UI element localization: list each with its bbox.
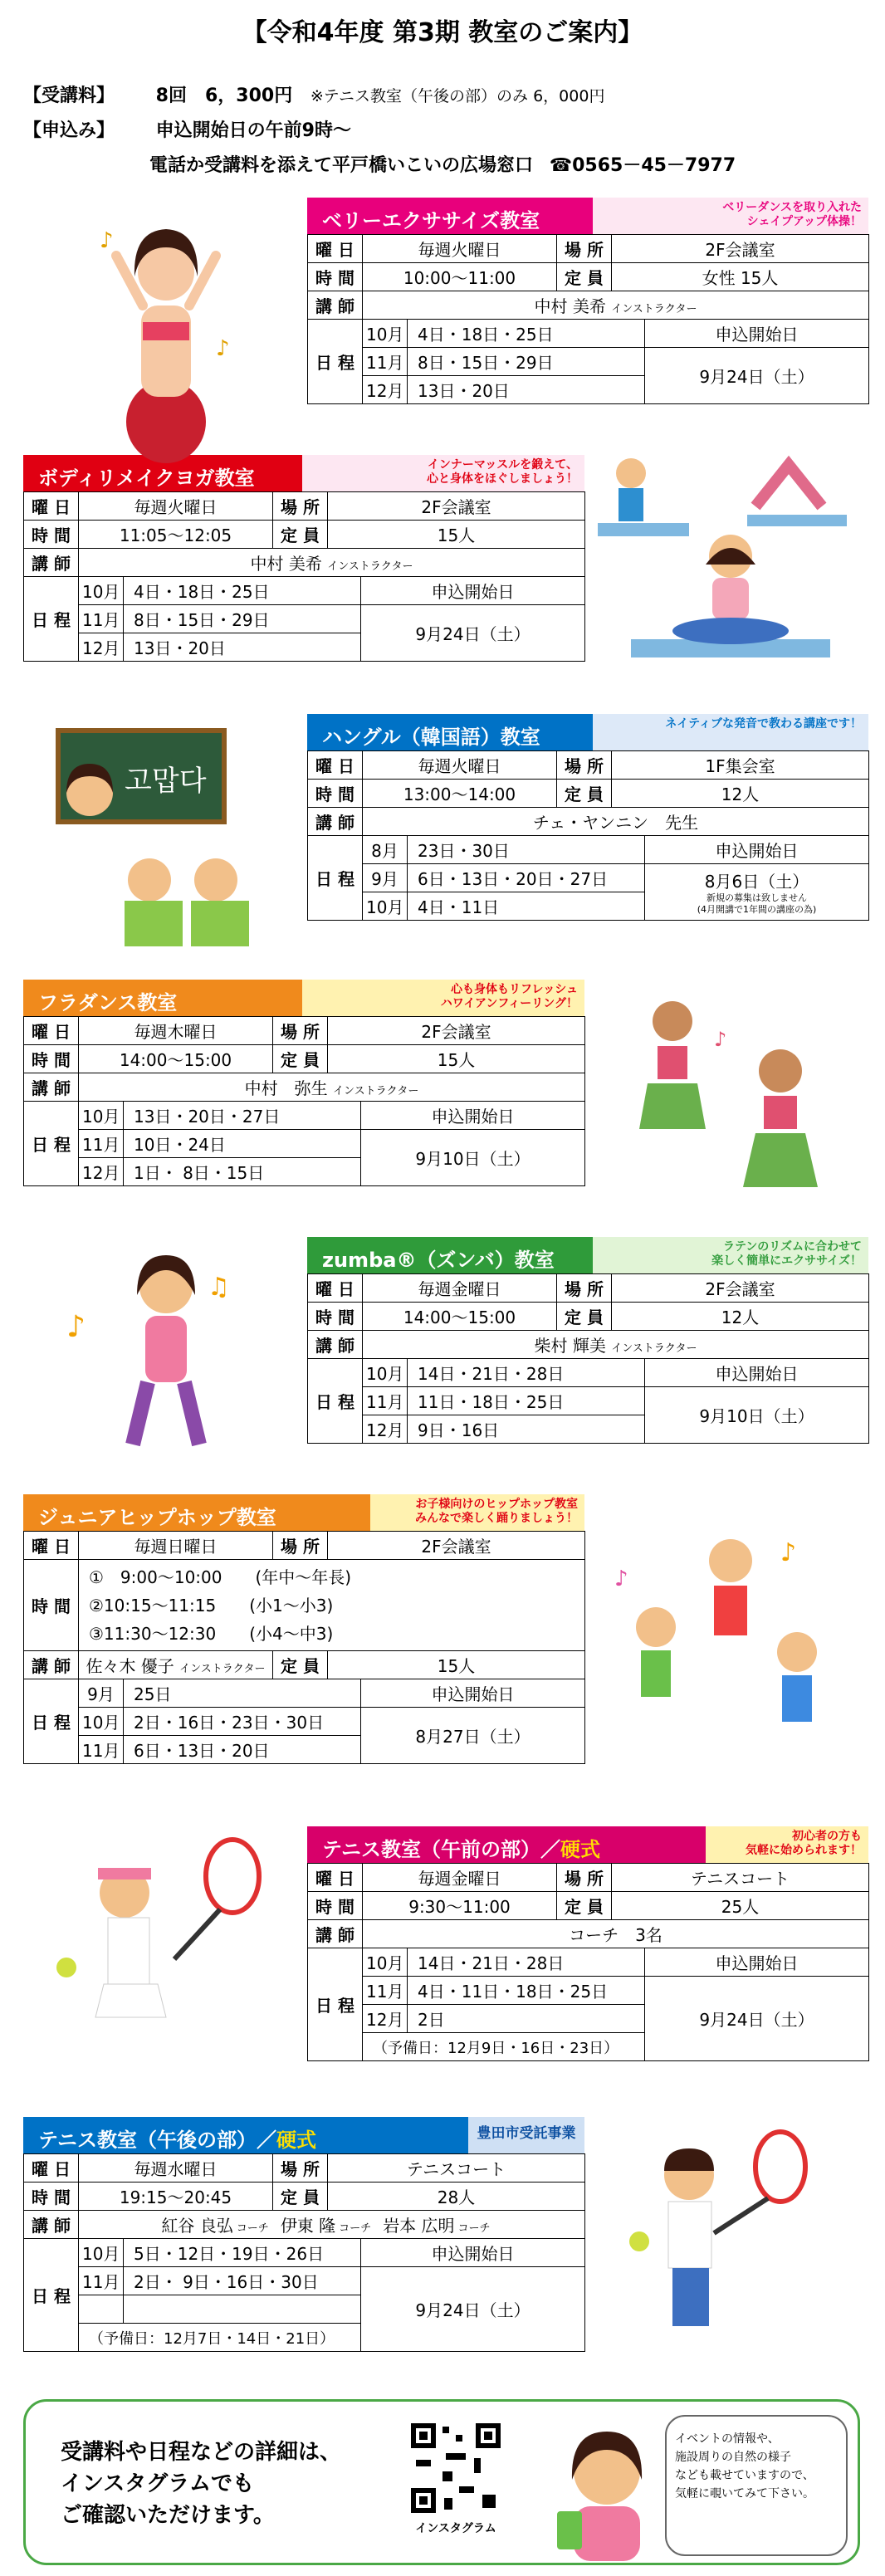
schedule-month: 10月	[79, 1708, 124, 1736]
schedule-days: 6日・13日・20日・27日	[408, 864, 645, 892]
svg-text:♪: ♪	[216, 336, 230, 361]
teacher-label: 講 師	[308, 1920, 363, 1948]
place-value: 2F会議室	[328, 492, 585, 521]
course-name: フラダンス教室	[38, 991, 178, 1014]
teacher-label: 講 師	[24, 2211, 79, 2239]
schedule-days: 13日・20日	[124, 633, 361, 662]
schedule-days	[124, 2295, 361, 2324]
schedule-month: 12月	[79, 1158, 124, 1186]
apply-line2: 電話か受講料を添えて平戸橋いこいの広場窓口	[149, 155, 534, 176]
day-label: 曜 日	[24, 492, 79, 521]
schedule-label: 日 程	[24, 1679, 79, 1764]
time-label: 時 間	[308, 263, 363, 291]
start-label: 申込開始日	[361, 1679, 585, 1708]
time-label: 時 間	[24, 2183, 79, 2211]
schedule-days: 13日・20日・27日	[124, 1102, 361, 1130]
schedule-month: 10月	[363, 320, 408, 348]
start-value: 9月24日（土）	[361, 2267, 585, 2352]
chalkboard-text: 고맙다	[125, 765, 207, 798]
apply-row	[23, 116, 351, 142]
schedule-month: 10月	[363, 1948, 408, 1977]
apply-row2	[149, 151, 736, 177]
speech-bubble: イベントの情報や、 施設周りの自然の様子 なども載せていますので、 気軽に覗いてみて下さい。	[665, 2415, 848, 2556]
course-name-suffix: 硬式	[560, 1838, 601, 1861]
course-note: ベリーダンスを取り入れた シェイプアップ体操！	[593, 198, 868, 234]
teacher-label: 講 師	[308, 1331, 363, 1359]
schedule-month: 11月	[79, 605, 124, 633]
instagram-message: 受講料や日程などの詳細は、 インスタグラムでも ご確認いただけます。	[61, 2440, 342, 2528]
svg-text:♪: ♪	[614, 1567, 628, 1591]
schedule-days: 14日・21日・28日	[408, 1359, 645, 1387]
course-banner	[23, 1494, 370, 1531]
time-value: 14:00～15:00	[79, 1045, 273, 1073]
place-label: 場 所	[273, 2154, 328, 2183]
schedule-month: 11月	[363, 1387, 408, 1415]
schedule-month: 11月	[79, 1130, 124, 1158]
start-label: 申込開始日	[645, 1359, 869, 1387]
course-banner	[307, 198, 593, 234]
fee-text: 8回 6，300円	[155, 86, 293, 106]
teacher-label: 講 師	[24, 1651, 79, 1679]
capacity-label: 定 員	[557, 263, 612, 291]
place-label: 場 所	[557, 1864, 612, 1892]
schedule-days: 1日・ 8日・15日	[124, 1158, 361, 1186]
start-value: 9月10日（土）	[645, 1387, 869, 1444]
capacity-value: 28人	[328, 2183, 585, 2211]
place-label: 場 所	[273, 492, 328, 521]
teacher-title: コーチ	[457, 2222, 491, 2235]
day-value: 毎週火曜日	[363, 235, 557, 263]
course-banner	[307, 1826, 706, 1863]
schedule-days: 4日・18日・25日	[408, 320, 645, 348]
schedule-month: 9月	[363, 864, 408, 892]
place-label: 場 所	[273, 1017, 328, 1045]
schedule-days: 2日・16日・23日・30日	[124, 1708, 361, 1736]
schedule-days: 8日・15日・29日	[124, 605, 361, 633]
teacher-value: コーチ 3名	[363, 1920, 869, 1948]
teacher-label: 講 師	[308, 291, 363, 320]
schedule-days: 9日・16日	[408, 1415, 645, 1444]
schedule-days: 11日・18日・25日	[408, 1387, 645, 1415]
place-value: テニスコート	[612, 1864, 869, 1892]
teacher-name: 伊東 隆	[280, 2216, 336, 2236]
course-name: ハングル（韓国語）教室	[322, 726, 540, 749]
course-table	[307, 234, 869, 404]
course-4	[307, 1237, 868, 1440]
start-value: 9月24日（土）	[645, 1977, 869, 2061]
day-value: 毎週金曜日	[363, 1864, 557, 1892]
start-label: 申込開始日	[361, 577, 585, 605]
day-label: 曜 日	[308, 1274, 363, 1303]
course-0	[307, 198, 868, 401]
course-2	[307, 714, 868, 917]
time-slot: ① 9:00～10:00 (年中～年長)	[89, 1567, 352, 1587]
place-value: 2F会議室	[328, 1532, 585, 1560]
course-note: ネイティブな発音で教わる講座です！	[593, 714, 868, 750]
place-label: 場 所	[557, 751, 612, 780]
time-value: 11:05～12:05	[79, 521, 273, 549]
course-table	[23, 2153, 585, 2352]
schedule-label: 日 程	[24, 577, 79, 662]
capacity-label: 定 員	[557, 1303, 612, 1331]
schedule-month: 10月	[79, 2239, 124, 2267]
course-table	[23, 1016, 585, 1186]
apply-label: 【申込み】	[23, 120, 115, 141]
staff-illustration	[540, 2413, 673, 2563]
capacity-label: 定 員	[557, 1892, 612, 1920]
course-name: テニス教室（午前の部）／	[322, 1838, 561, 1861]
time-value: 10:00～11:00	[363, 263, 557, 291]
capacity-label: 定 員	[273, 521, 328, 549]
day-label: 曜 日	[308, 751, 363, 780]
place-value: 2F会議室	[612, 1274, 869, 1303]
schedule-days: 6日・13日・20日	[124, 1736, 361, 1764]
schedule-month: 12月	[79, 633, 124, 662]
place-value: テニスコート	[328, 2154, 585, 2183]
course-table	[307, 1273, 869, 1444]
schedule-month: 9月	[79, 1679, 124, 1708]
teacher-value: 佐々木 優子 インストラクター	[79, 1651, 273, 1679]
fee-row	[23, 81, 604, 107]
start-label: 申込開始日	[361, 1102, 585, 1130]
start-label: 申込開始日	[645, 320, 869, 348]
course-name: ジュニアヒップホップ教室	[38, 1506, 276, 1529]
teacher-label: 講 師	[308, 808, 363, 836]
schedule-label: 日 程	[308, 836, 363, 921]
teacher-value: 中村 美希 インストラクター	[363, 291, 869, 320]
place-value: 2F会議室	[328, 1017, 585, 1045]
schedule-days: 5日・12日・19日・26日	[124, 2239, 361, 2267]
korean-class-illustration	[50, 714, 282, 963]
capacity-value: 15人	[328, 1045, 585, 1073]
day-label: 曜 日	[24, 1532, 79, 1560]
schedule-days: 4日・11日	[408, 892, 645, 921]
course-name: ベリーエクササイズ教室	[322, 209, 540, 232]
reserve-days: （予備日：12月7日・14日・21日）	[79, 2324, 361, 2352]
course-table	[307, 750, 869, 921]
time-value: 13:00～14:00	[363, 780, 557, 808]
teacher-label: 講 師	[24, 549, 79, 577]
course-1	[23, 455, 584, 658]
place-label: 場 所	[557, 235, 612, 263]
svg-text:♪: ♪	[66, 1310, 86, 1344]
schedule-month: 11月	[363, 348, 408, 376]
svg-text:♪: ♪	[100, 228, 114, 253]
day-value: 毎週水曜日	[79, 2154, 273, 2183]
schedule-month	[79, 2295, 124, 2324]
yoga-illustration	[581, 432, 855, 672]
teacher-name: 紅谷 良弘	[161, 2216, 233, 2236]
schedule-month: 12月	[363, 1415, 408, 1444]
schedule-month: 12月	[363, 2005, 408, 2033]
capacity-label: 定 員	[273, 1651, 328, 1679]
time-value: 14:00～15:00	[363, 1303, 557, 1331]
day-value: 毎週木曜日	[79, 1017, 273, 1045]
capacity-label: 定 員	[273, 2183, 328, 2211]
time-value: 9:30～11:00	[363, 1892, 557, 1920]
start-value: 9月24日（土）	[361, 605, 585, 662]
course-table	[23, 1531, 585, 1764]
schedule-days: 8日・15日・29日	[408, 348, 645, 376]
schedule-label: 日 程	[308, 1359, 363, 1444]
time-slots	[79, 1560, 585, 1651]
instagram-info-box	[23, 2399, 860, 2565]
teacher-title: コーチ	[339, 2222, 372, 2235]
start-value: 8月27日（土）	[361, 1708, 585, 1764]
time-label: 時 間	[308, 1892, 363, 1920]
time-slot: ③11:30～12:30 (小4～中3)	[89, 1623, 334, 1644]
schedule-days: 23日・30日	[408, 836, 645, 864]
course-banner	[307, 714, 593, 750]
course-banner	[307, 1237, 593, 1273]
course-name: zumba®（ズンバ）教室	[322, 1249, 555, 1272]
capacity-label: 定 員	[557, 780, 612, 808]
schedule-days: 25日	[124, 1679, 361, 1708]
schedule-days: 2日・ 9日・16日・30日	[124, 2267, 361, 2295]
start-value: 9月24日（土）	[645, 348, 869, 404]
svg-text:♪: ♪	[780, 1538, 797, 1567]
time-value: 19:15～20:45	[79, 2183, 273, 2211]
schedule-days: 14日・21日・28日	[408, 1948, 645, 1977]
day-label: 曜 日	[308, 235, 363, 263]
fee-note: ※テニス教室（午後の部）のみ 6，000円	[310, 87, 605, 105]
time-label: 時 間	[24, 1045, 79, 1073]
tennis-man-illustration	[614, 2125, 830, 2374]
day-value: 毎週日曜日	[79, 1532, 273, 1560]
place-label: 場 所	[273, 1532, 328, 1560]
course-table	[23, 491, 585, 662]
course-banner	[23, 980, 302, 1016]
course-banner	[23, 2117, 468, 2153]
teacher-value: 中村 美希 インストラクター	[79, 549, 585, 577]
course-table	[307, 1863, 869, 2061]
teacher-label: 講 師	[24, 1073, 79, 1102]
schedule-days: 10日・24日	[124, 1130, 361, 1158]
start-value: 9月10日（土）	[361, 1130, 585, 1186]
capacity-value: 女性 15人	[612, 263, 869, 291]
day-label: 曜 日	[24, 1017, 79, 1045]
course-note: ラテンのリズムに合わせて 楽しく簡単にエクササイズ！	[593, 1237, 868, 1273]
course-5	[23, 1494, 584, 1761]
time-label: 時 間	[308, 780, 363, 808]
day-value: 毎週火曜日	[79, 492, 273, 521]
schedule-month: 11月	[79, 2267, 124, 2295]
teacher-value	[79, 2211, 585, 2239]
schedule-label: 日 程	[308, 1948, 363, 2061]
schedule-month: 10月	[79, 577, 124, 605]
time-label: 時 間	[24, 1560, 79, 1651]
start-label: 申込開始日	[645, 1948, 869, 1977]
place-label: 場 所	[557, 1274, 612, 1303]
capacity-label: 定 員	[273, 1045, 328, 1073]
teacher-value: チェ・ヤンニン 先生	[363, 808, 869, 836]
capacity-value: 12人	[612, 780, 869, 808]
time-slot: ②10:15～11:15 (小1～小3)	[89, 1595, 334, 1615]
schedule-days: 4日・11日・18日・25日	[408, 1977, 645, 2005]
schedule-days: 2日	[408, 2005, 645, 2033]
teacher-title: コーチ	[236, 2222, 269, 2235]
schedule-month: 11月	[363, 1977, 408, 2005]
course-7	[23, 2117, 584, 2348]
time-label: 時 間	[24, 521, 79, 549]
course-note: お子様向けのヒップホップ教室 みんなで楽しく踊りましょう！	[370, 1494, 584, 1531]
schedule-month: 8月	[363, 836, 408, 864]
day-value: 毎週火曜日	[363, 751, 557, 780]
capacity-value: 12人	[612, 1303, 869, 1331]
course-name: テニス教室（午後の部）／	[38, 2129, 277, 2152]
schedule-label: 日 程	[24, 2239, 79, 2352]
teacher-name: 岩本 広明	[383, 2216, 455, 2236]
course-3	[23, 980, 584, 1183]
schedule-label: 日 程	[308, 320, 363, 404]
course-name-suffix: 硬式	[276, 2129, 317, 2152]
place-value: 2F会議室	[612, 235, 869, 263]
reserve-days: （予備日：12月9日・16日・23日）	[363, 2033, 645, 2061]
day-label: 曜 日	[308, 1864, 363, 1892]
tennis-woman-illustration	[50, 1835, 282, 2084]
schedule-month: 12月	[363, 376, 408, 404]
zumba-dancer-illustration	[58, 1229, 257, 1478]
start-value: 8月6日（土） 新規の募集は致しません (4月開講で1年間の講座の為)	[645, 864, 869, 921]
qr-label: インスタグラム	[415, 2522, 496, 2535]
fee-label: 【受講料】	[23, 86, 115, 106]
time-label: 時 間	[308, 1303, 363, 1331]
svg-text:♫: ♫	[208, 1273, 230, 1302]
course-note: 心も身体もリフレッシュ ハワイアンフィーリング！	[302, 980, 584, 1016]
instagram-qr-code[interactable]	[408, 2420, 504, 2516]
page-title: 【令和4年度 第3期 教室のご案内】	[242, 18, 643, 47]
schedule-month: 10月	[363, 892, 408, 921]
day-label: 曜 日	[24, 2154, 79, 2183]
teacher-value: 中村 弥生 インストラクター	[79, 1073, 585, 1102]
capacity-value: 15人	[328, 1651, 585, 1679]
apply-line1: 申込開始日の午前9時～	[155, 120, 351, 141]
svg-text:♪: ♪	[714, 1028, 727, 1051]
teacher-value: 柴村 輝美 インストラクター	[363, 1331, 869, 1359]
belly-dancer-illustration	[83, 198, 249, 463]
schedule-days: 13日・20日	[408, 376, 645, 404]
apply-phone: ☎0565－45－7977	[549, 155, 736, 176]
hula-dancers-illustration	[614, 980, 847, 1229]
schedule-month: 10月	[79, 1102, 124, 1130]
schedule-days: 4日・18日・25日	[124, 577, 361, 605]
course-note: 初心者の方も 気軽に始められます！	[706, 1826, 868, 1863]
course-note: インナーマッスルを鍛えて、 心と身体をほぐしましょう！	[302, 455, 584, 491]
schedule-label: 日 程	[24, 1102, 79, 1186]
day-value: 毎週金曜日	[363, 1274, 557, 1303]
hiphop-kids-illustration	[606, 1528, 855, 1777]
start-label: 申込開始日	[645, 836, 869, 864]
schedule-month: 11月	[79, 1736, 124, 1764]
schedule-month: 10月	[363, 1359, 408, 1387]
course-note: 豊田市受託事業	[468, 2117, 584, 2153]
course-6	[307, 1826, 868, 2057]
capacity-value: 25人	[612, 1892, 869, 1920]
start-note: 新規の募集は致しません (4月開講で1年間の講座の為)	[697, 892, 817, 915]
course-name: ボディリメイクヨガ教室	[38, 467, 255, 490]
place-value: 1F集会室	[612, 751, 869, 780]
start-label: 申込開始日	[361, 2239, 585, 2267]
capacity-value: 15人	[328, 521, 585, 549]
